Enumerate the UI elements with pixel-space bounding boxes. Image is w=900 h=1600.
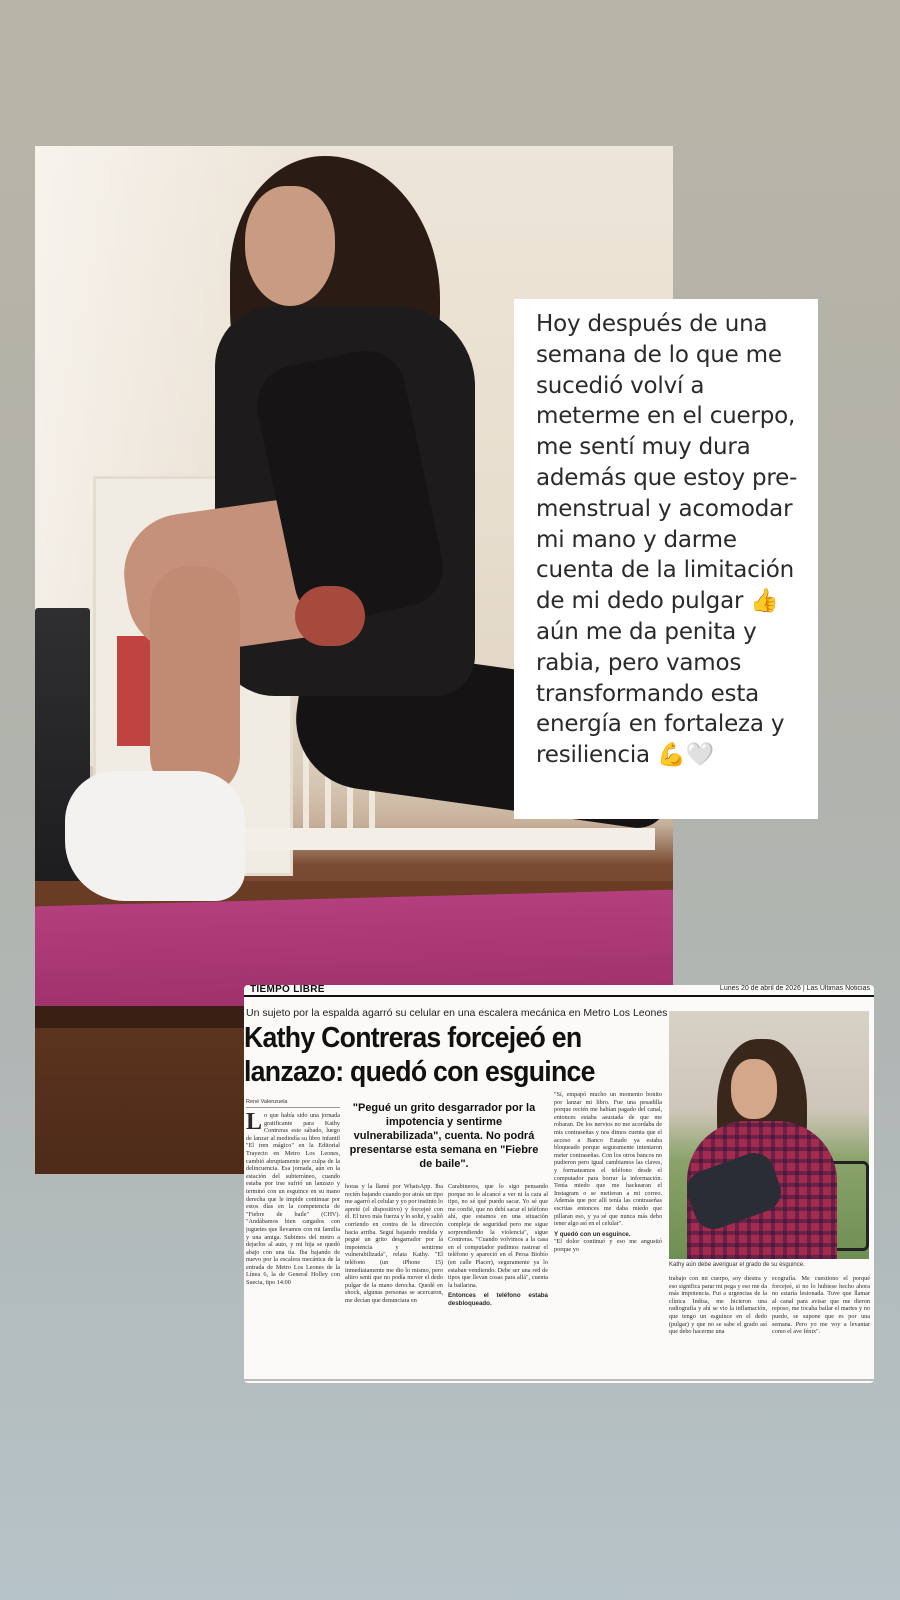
- column-text: horas y la llamé por WhatsApp. Iba recién bajando cuando por atrás un tipo me agarró el celular y yo por instinto lo apreté (el dispositivo) y forcejeé con él. El tuvo más fuerza y lo solté, y salió corriendo en contra de la dirección hacia arriba. Seguí bajando rendida y pegué un grito desgarrador por la impotencia y sentirme vulnerabilizada", relata Kathy. "El teléfono (un iPhone 15) inmediatamente me dio lo mismo, pero altiro sentí que no podía mover el dedo pulgar de la mano derecha. Quedé en shock, algunas personas se acercaron, me decían que denunciara en: [345, 1183, 443, 1304]
- article-column-2: [345, 1183, 443, 1380]
- article-column-1: [246, 1112, 340, 1380]
- clipping-header: [244, 985, 874, 997]
- person-hand: [295, 586, 365, 646]
- pullquote: "Pegué un grito desgarrador por la impotencia y sentirme vulnerabilizada", cuenta. No podrá presentarse esta semana en "Fiebre de baile".: [349, 1102, 539, 1170]
- article-column-3: [448, 1183, 548, 1380]
- column-text: trabajo con mi cuerpo, soy diestra y eso significa parar mi pega y eso me da más impotencia. Fui a urgencias de la clínica Indisa, me hicieron una radiografía y ahí se vio la inflamación, que tengo un esguince en el dedo (pulgar) y que no se sabe el grado así que debo hacerme una: [669, 1275, 767, 1336]
- section-tag: TIEMPO LIBRE: [250, 985, 325, 995]
- newspaper-clipping: [244, 985, 874, 1383]
- subhead: Entonces el teléfono estaba desbloqueado.: [448, 1292, 548, 1307]
- column-text: o que había sido una jornada gratificante para Kathy Contreras este sábado, luego de lanzar al mediodía su libro infantil "El tren mágico" en la Editorial Trayecto en Metro Los Leones, cambió abruptamente por culpa de la delincuencia. Esa jornada, aún en la estación del subterráneo, cuando estaba por irse sufrió un lanzazo y terminó con un esguince en su mano derecha que le impide continuar por estos días en la competencia de "Fiebre de baile" (CHV). "Andábamos bien cargados con juguetes que llevamos con mi familia y una amiga. Subimos del metro a dejarlos al auto, y mi hija se quedó abajo con una tía. Iba bajando de nuevo por la escalera mecánica de la entrada de Metro Los Leones de la Línea 6, la de General Holley con Suecia, tipo 14:00: [246, 1112, 340, 1287]
- column-text: ecografía. Me cuestiono el porqué forcejeé, si no lo hubiese hecho ahora no estaría lesionada. Tuve que llamar al canal para avisar que me dieron reposo, me tocaba bailar el martes y no puedo, se supone que es por una semana. Pero yo me voy a levantar como el ave fénix".: [772, 1275, 870, 1336]
- column-text: "El dolor continuó y eso me angustió porque yo: [554, 1238, 662, 1253]
- bottom-rule: [244, 1379, 874, 1381]
- column-text: "Sí, empapó mucho un momento bonito por lanzar mi libro. Fue una pesadilla porque recién me habían pagado del canal, entonces estaba asustada de que me robaran. De los nervios no me acordaba de mis contraseñas y nos dimos cuenta que el acceso a Banco Estado ya estaba bloqueado porque seguramente intentaron meter contraseñas. Con los otros bancos no pudieron pero igual cambiamos las claves, y formateamos el teléfono desde el computador para borrar la información. Tenía miedo que me hackearan el Instagram o se metieran a mi correo. Además que por allí tenía las contraseñas escritas entonces me daba miedo que pillaran eso, y ya sé que nunca más debo tener algo así en el celular".: [554, 1091, 662, 1228]
- news-photo: [669, 1011, 869, 1259]
- byline: René Valenzuela: [246, 1099, 340, 1108]
- photo-caption: Kathy aún debe averiguar el grado de su esguince.: [669, 1262, 805, 1268]
- person-face: [245, 186, 335, 306]
- caption-text: Hoy después de una semana de lo que me sucedió volví a meterme en el cuerpo, me sentí muy dura además que estoy pre- menstrual y acomodar mi mano y darme cuenta de la limitación de mi dedo pulgar 👍 aún me da penita y rabia, pero vamos transformando esta energía en fortaleza y resiliencia 💪🤍: [536, 311, 798, 769]
- person-sock: [65, 771, 245, 901]
- article-column-4: [554, 1091, 662, 1380]
- article-column-5: [669, 1275, 767, 1380]
- dateline: Lunes 20 de abril de 2026 | Las Últimas Noticias: [719, 985, 870, 992]
- kicker: Un sujeto por la espalda agarró su celular en una escalera mecánica en Metro Los Leones: [246, 1007, 668, 1019]
- headline: Kathy Contreras forcejeó en lanzazo: quedó con esguince: [244, 1022, 595, 1088]
- caption-card: [514, 299, 818, 819]
- column-text: Carabineros, que lo sigo pensando porque no le alcancé a ver ni la cara al tipo, no sé qué puedo sacar. Yo sé que me confié, que no debí sacar el teléfono ahí, que estamos en una situación compleja de seguridad pero me sigue sorprendiendo la violencia", sigue Contreras. "Cuando volvimos a la casa en el computador pudimos rastrear el teléfono y apareció en el Persa Biobío (en calle Placer), seguramente ya lo estaban vendiendo. Debe ser una red de tipos que llevan cosas para allá", cuenta la bailarina.: [448, 1183, 548, 1289]
- article-column-6: [772, 1275, 870, 1380]
- person-shin: [150, 566, 240, 796]
- subhead: Y quedó con un esguince.: [554, 1230, 631, 1238]
- person-face: [731, 1059, 777, 1119]
- drop-cap: L: [246, 1112, 263, 1135]
